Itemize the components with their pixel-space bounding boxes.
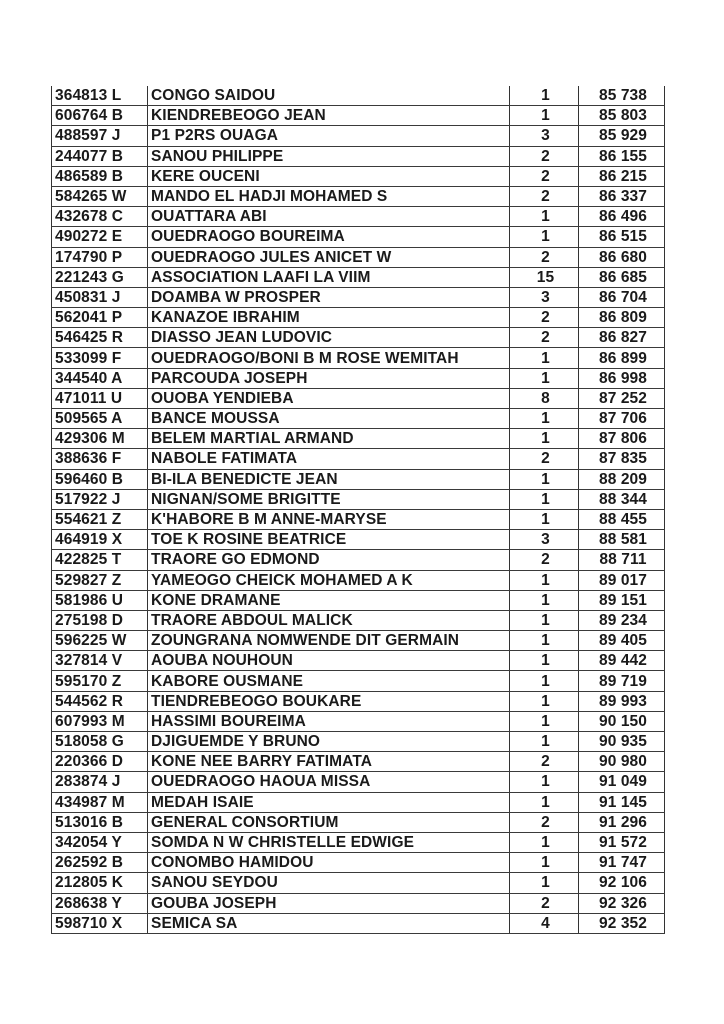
count-cell: 2 xyxy=(510,812,579,832)
name-cell: SOMDA N W CHRISTELLE EDWIGE xyxy=(148,832,510,852)
name-cell: BELEM MARTIAL ARMAND xyxy=(148,429,510,449)
reference-cell: 464919 X xyxy=(52,530,148,550)
number-cell: 86 827 xyxy=(579,328,665,348)
table-row xyxy=(52,832,665,852)
name-cell: OUEDRAOGO JULES ANICET W xyxy=(148,247,510,267)
number-cell: 88 209 xyxy=(579,469,665,489)
number-cell: 85 929 xyxy=(579,126,665,146)
registry-table-body xyxy=(52,86,665,933)
reference-cell: 283874 J xyxy=(52,772,148,792)
number-cell: 86 215 xyxy=(579,166,665,186)
name-cell: ASSOCIATION LAAFI LA VIIM xyxy=(148,267,510,287)
number-cell: 92 106 xyxy=(579,873,665,893)
number-cell: 86 809 xyxy=(579,308,665,328)
reference-cell: 244077 B xyxy=(52,146,148,166)
number-cell: 89 405 xyxy=(579,631,665,651)
reference-cell: 598710 X xyxy=(52,913,148,933)
name-cell: DJIGUEMDE Y BRUNO xyxy=(148,732,510,752)
reference-cell: 212805 K xyxy=(52,873,148,893)
name-cell: HASSIMI BOUREIMA xyxy=(148,711,510,731)
count-cell: 2 xyxy=(510,186,579,206)
count-cell: 1 xyxy=(510,106,579,126)
number-cell: 88 344 xyxy=(579,489,665,509)
number-cell: 90 150 xyxy=(579,711,665,731)
table-row xyxy=(52,368,665,388)
table-row xyxy=(52,449,665,469)
reference-cell: 562041 P xyxy=(52,308,148,328)
table-row xyxy=(52,873,665,893)
name-cell: KANAZOE IBRAHIM xyxy=(148,308,510,328)
number-cell: 91 049 xyxy=(579,772,665,792)
count-cell: 1 xyxy=(510,671,579,691)
count-cell: 1 xyxy=(510,227,579,247)
count-cell: 1 xyxy=(510,489,579,509)
number-cell: 85 803 xyxy=(579,106,665,126)
number-cell: 86 515 xyxy=(579,227,665,247)
number-cell: 92 352 xyxy=(579,913,665,933)
count-cell: 1 xyxy=(510,570,579,590)
table-row xyxy=(52,126,665,146)
name-cell: MEDAH ISAIE xyxy=(148,792,510,812)
name-cell: NABOLE FATIMATA xyxy=(148,449,510,469)
count-cell: 1 xyxy=(510,86,579,106)
table-row xyxy=(52,570,665,590)
count-cell: 1 xyxy=(510,651,579,671)
number-cell: 87 252 xyxy=(579,388,665,408)
table-row xyxy=(52,146,665,166)
table-row xyxy=(52,207,665,227)
table-row xyxy=(52,106,665,126)
number-cell: 86 680 xyxy=(579,247,665,267)
reference-cell: 268638 Y xyxy=(52,893,148,913)
reference-cell: 509565 A xyxy=(52,409,148,429)
name-cell: P1 P2RS OUAGA xyxy=(148,126,510,146)
reference-cell: 546425 R xyxy=(52,328,148,348)
count-cell: 1 xyxy=(510,610,579,630)
reference-cell: 607993 M xyxy=(52,711,148,731)
reference-cell: 344540 A xyxy=(52,368,148,388)
reference-cell: 342054 Y xyxy=(52,832,148,852)
number-cell: 86 155 xyxy=(579,146,665,166)
count-cell: 1 xyxy=(510,348,579,368)
name-cell: TOE K ROSINE BEATRICE xyxy=(148,530,510,550)
count-cell: 1 xyxy=(510,772,579,792)
count-cell: 2 xyxy=(510,449,579,469)
count-cell: 1 xyxy=(510,732,579,752)
reference-cell: 544562 R xyxy=(52,691,148,711)
table-row xyxy=(52,752,665,772)
count-cell: 15 xyxy=(510,267,579,287)
name-cell: YAMEOGO CHEICK MOHAMED A K xyxy=(148,570,510,590)
name-cell: NIGNAN/SOME BRIGITTE xyxy=(148,489,510,509)
name-cell: DIASSO JEAN LUDOVIC xyxy=(148,328,510,348)
count-cell: 2 xyxy=(510,166,579,186)
number-cell: 87 835 xyxy=(579,449,665,469)
name-cell: OUEDRAOGO HAOUA MISSA xyxy=(148,772,510,792)
table-row xyxy=(52,469,665,489)
table-row xyxy=(52,86,665,106)
name-cell: OUEDRAOGO BOUREIMA xyxy=(148,227,510,247)
name-cell: KIENDREBEOGO JEAN xyxy=(148,106,510,126)
name-cell: TRAORE GO EDMOND xyxy=(148,550,510,570)
name-cell: KONE NEE BARRY FATIMATA xyxy=(148,752,510,772)
table-row xyxy=(52,732,665,752)
number-cell: 92 326 xyxy=(579,893,665,913)
reference-cell: 529827 Z xyxy=(52,570,148,590)
number-cell: 86 704 xyxy=(579,287,665,307)
table-row xyxy=(52,267,665,287)
name-cell: TIENDREBEOGO BOUKARE xyxy=(148,691,510,711)
reference-cell: 471011 U xyxy=(52,388,148,408)
table-row xyxy=(52,509,665,529)
reference-cell: 513016 B xyxy=(52,812,148,832)
table-row xyxy=(52,772,665,792)
count-cell: 8 xyxy=(510,388,579,408)
count-cell: 1 xyxy=(510,368,579,388)
reference-cell: 262592 B xyxy=(52,853,148,873)
reference-cell: 364813 L xyxy=(52,86,148,106)
name-cell: SANOU SEYDOU xyxy=(148,873,510,893)
count-cell: 2 xyxy=(510,308,579,328)
name-cell: GOUBA JOSEPH xyxy=(148,893,510,913)
number-cell: 89 017 xyxy=(579,570,665,590)
number-cell: 90 980 xyxy=(579,752,665,772)
table-row xyxy=(52,792,665,812)
table-row xyxy=(52,691,665,711)
number-cell: 86 899 xyxy=(579,348,665,368)
reference-cell: 490272 E xyxy=(52,227,148,247)
number-cell: 91 572 xyxy=(579,832,665,852)
number-cell: 91 747 xyxy=(579,853,665,873)
count-cell: 3 xyxy=(510,287,579,307)
table-row xyxy=(52,227,665,247)
number-cell: 87 806 xyxy=(579,429,665,449)
count-cell: 2 xyxy=(510,247,579,267)
reference-cell: 606764 B xyxy=(52,106,148,126)
table-row xyxy=(52,489,665,509)
count-cell: 3 xyxy=(510,530,579,550)
number-cell: 86 496 xyxy=(579,207,665,227)
count-cell: 2 xyxy=(510,550,579,570)
number-cell: 89 234 xyxy=(579,610,665,630)
number-cell: 91 145 xyxy=(579,792,665,812)
reference-cell: 488597 J xyxy=(52,126,148,146)
count-cell: 2 xyxy=(510,328,579,348)
table-row xyxy=(52,388,665,408)
table-row xyxy=(52,308,665,328)
table-row xyxy=(52,328,665,348)
reference-cell: 429306 M xyxy=(52,429,148,449)
count-cell: 1 xyxy=(510,509,579,529)
number-cell: 89 151 xyxy=(579,590,665,610)
count-cell: 1 xyxy=(510,409,579,429)
name-cell: CONOMBO HAMIDOU xyxy=(148,853,510,873)
name-cell: GENERAL CONSORTIUM xyxy=(148,812,510,832)
count-cell: 1 xyxy=(510,711,579,731)
reference-cell: 434987 M xyxy=(52,792,148,812)
name-cell: OUEDRAOGO/BONI B M ROSE WEMITAH xyxy=(148,348,510,368)
name-cell: SEMICA SA xyxy=(148,913,510,933)
name-cell: BANCE MOUSSA xyxy=(148,409,510,429)
count-cell: 1 xyxy=(510,832,579,852)
number-cell: 85 738 xyxy=(579,86,665,106)
table-row xyxy=(52,610,665,630)
count-cell: 2 xyxy=(510,893,579,913)
number-cell: 88 711 xyxy=(579,550,665,570)
table-row xyxy=(52,913,665,933)
count-cell: 1 xyxy=(510,469,579,489)
table-row xyxy=(52,247,665,267)
reference-cell: 422825 T xyxy=(52,550,148,570)
name-cell: PARCOUDA JOSEPH xyxy=(148,368,510,388)
count-cell: 1 xyxy=(510,590,579,610)
reference-cell: 388636 F xyxy=(52,449,148,469)
number-cell: 86 998 xyxy=(579,368,665,388)
number-cell: 89 442 xyxy=(579,651,665,671)
table-row xyxy=(52,287,665,307)
name-cell: KERE OUCENI xyxy=(148,166,510,186)
table-row xyxy=(52,671,665,691)
reference-cell: 327814 V xyxy=(52,651,148,671)
table-row xyxy=(52,409,665,429)
name-cell: KABORE OUSMANE xyxy=(148,671,510,691)
number-cell: 87 706 xyxy=(579,409,665,429)
name-cell: KONE DRAMANE xyxy=(148,590,510,610)
table-row xyxy=(52,893,665,913)
reference-cell: 584265 W xyxy=(52,186,148,206)
count-cell: 4 xyxy=(510,913,579,933)
number-cell: 86 337 xyxy=(579,186,665,206)
table-row xyxy=(52,550,665,570)
table-row xyxy=(52,590,665,610)
name-cell: TRAORE ABDOUL MALICK xyxy=(148,610,510,630)
name-cell: OUOBA YENDIEBA xyxy=(148,388,510,408)
table-row xyxy=(52,711,665,731)
number-cell: 89 993 xyxy=(579,691,665,711)
name-cell: MANDO EL HADJI MOHAMED S xyxy=(148,186,510,206)
reference-cell: 533099 F xyxy=(52,348,148,368)
number-cell: 91 296 xyxy=(579,812,665,832)
reference-cell: 220366 D xyxy=(52,752,148,772)
reference-cell: 581986 U xyxy=(52,590,148,610)
name-cell: DOAMBA W PROSPER xyxy=(148,287,510,307)
count-cell: 1 xyxy=(510,873,579,893)
table-row xyxy=(52,166,665,186)
reference-cell: 275198 D xyxy=(52,610,148,630)
table-row xyxy=(52,186,665,206)
count-cell: 2 xyxy=(510,146,579,166)
reference-cell: 486589 B xyxy=(52,166,148,186)
table-row xyxy=(52,631,665,651)
count-cell: 1 xyxy=(510,631,579,651)
name-cell: OUATTARA ABI xyxy=(148,207,510,227)
table-row xyxy=(52,651,665,671)
count-cell: 1 xyxy=(510,207,579,227)
name-cell: ZOUNGRANA NOMWENDE DIT GERMAIN xyxy=(148,631,510,651)
table-row xyxy=(52,812,665,832)
reference-cell: 517922 J xyxy=(52,489,148,509)
table-row xyxy=(52,853,665,873)
reference-cell: 596460 B xyxy=(52,469,148,489)
table-row xyxy=(52,348,665,368)
name-cell: BI-ILA BENEDICTE JEAN xyxy=(148,469,510,489)
number-cell: 88 455 xyxy=(579,509,665,529)
table-row xyxy=(52,429,665,449)
reference-cell: 554621 Z xyxy=(52,509,148,529)
count-cell: 1 xyxy=(510,853,579,873)
number-cell: 88 581 xyxy=(579,530,665,550)
count-cell: 1 xyxy=(510,429,579,449)
number-cell: 89 719 xyxy=(579,671,665,691)
table-row xyxy=(52,530,665,550)
reference-cell: 174790 P xyxy=(52,247,148,267)
registry-table xyxy=(51,86,665,934)
reference-cell: 595170 Z xyxy=(52,671,148,691)
reference-cell: 450831 J xyxy=(52,287,148,307)
name-cell: SANOU PHILIPPE xyxy=(148,146,510,166)
reference-cell: 221243 G xyxy=(52,267,148,287)
reference-cell: 518058 G xyxy=(52,732,148,752)
count-cell: 3 xyxy=(510,126,579,146)
count-cell: 1 xyxy=(510,792,579,812)
reference-cell: 432678 C xyxy=(52,207,148,227)
name-cell: CONGO SAIDOU xyxy=(148,86,510,106)
count-cell: 2 xyxy=(510,752,579,772)
number-cell: 86 685 xyxy=(579,267,665,287)
reference-cell: 596225 W xyxy=(52,631,148,651)
name-cell: K'HABORE B M ANNE-MARYSE xyxy=(148,509,510,529)
number-cell: 90 935 xyxy=(579,732,665,752)
count-cell: 1 xyxy=(510,691,579,711)
name-cell: AOUBA NOUHOUN xyxy=(148,651,510,671)
